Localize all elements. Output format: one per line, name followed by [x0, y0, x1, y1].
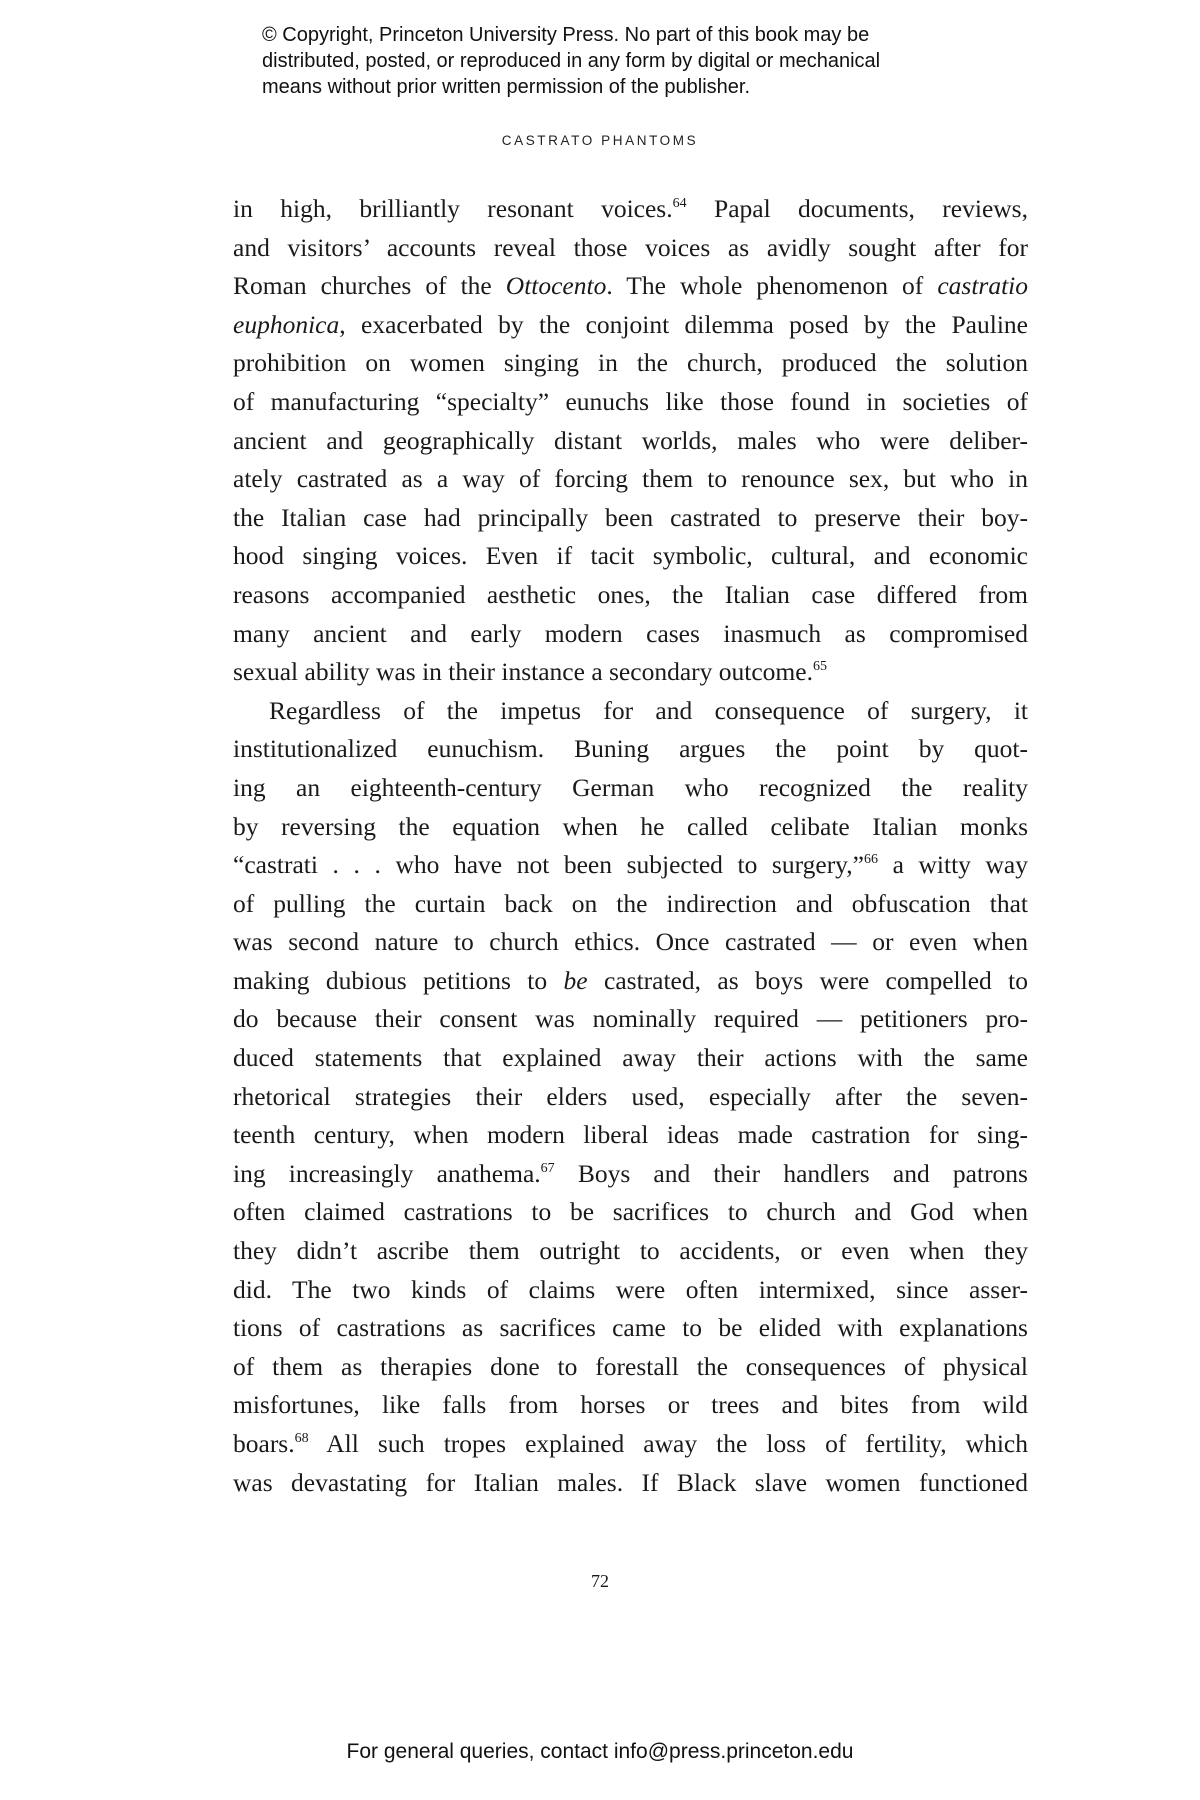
text-line: boars.$^{68}$ All such tropes explained away the loss of fertility, which [233, 1429, 1028, 1458]
text-line: of manufacturing “specialty” eunuchs like those found in societies of [233, 386, 1028, 416]
copyright-notice [262, 22, 1022, 100]
text-line: euphonica, exacerbated by the conjoint dilemma posed by the Pauline [233, 309, 1028, 339]
running-head: CASTRATO PHANTOMS [501, 133, 699, 148]
text-line: Regardless of the impetus for and consequence of surgery, it [269, 695, 1028, 725]
text-line: misfortunes, like falls from horses or trees and bites from wild [233, 1390, 1028, 1420]
text-line: ing increasingly anathema.$^{67}$ Boys and their handlers and patrons [233, 1158, 1028, 1188]
text-line: making dubious petitions to be castrated, as boys were compelled to [233, 965, 1029, 995]
footnote-ref[interactable]: 66 [863, 852, 878, 868]
text-line: prohibition on women singing in the church, produced the solution [233, 348, 1028, 378]
text-line: ing an eighteenth-century German who recognized the reality [233, 772, 1028, 802]
text-line: many ancient and early modern cases inasmuch as compromised [233, 618, 1028, 648]
text-line: ancient and geographically distant worlds, males who were deliber- [233, 425, 1028, 455]
text-line: tions of castrations as sacrifices came to be elided with explanations [233, 1313, 1028, 1343]
page-number: 72 [591, 1571, 609, 1591]
text-line: institutionalized eunuchism. Buning argues the point by quot- [233, 734, 1028, 764]
footnote-ref[interactable]: 68 [294, 1431, 309, 1446]
text-line: ately castrated as a way of forcing them to renounce sex, but who in [233, 464, 1028, 494]
text-line: the Italian case had principally been castrated to preserve their boy- [233, 502, 1028, 532]
text-line: teenth century, when modern liberal ideas made castration for sing- [233, 1120, 1028, 1150]
text-line: rhetorical strategies their elders used, especially after the seven- [233, 1081, 1028, 1111]
text-line: was second nature to church ethics. Once castrated — or even when [233, 927, 1028, 957]
text-line: and visitors’ accounts reveal those voices as avidly sought after for [233, 232, 1028, 262]
text-line: sexual ability was in their instance a secondary outcome.$^{65}$ [233, 657, 827, 687]
text-line: did. The two kinds of claims were often intermixed, since asser- [233, 1274, 1028, 1304]
text-line: of pulling the curtain back on the indirection and obfuscation that [233, 888, 1028, 918]
text-line: often claimed castrations to be sacrifices to church and God when [233, 1197, 1028, 1227]
text-line: by reversing the equation when he called celibate Italian monks [233, 811, 1028, 841]
footnote-ref[interactable]: 65 [812, 659, 827, 675]
body-text [233, 190, 1028, 1502]
footer-contact-note: For general queries, contact info@press.princeton.edu [346, 1740, 854, 1763]
copyright-line: means without prior written permission of the publisher. [262, 76, 751, 98]
copyright-line: © Copyright, Princeton University Press. No part of this book may be [262, 24, 870, 46]
copyright-line: distributed, posted, or reproduced in any form by digital or mechanical [262, 50, 881, 72]
text-line: “castrati . . . who have not been subjected to surgery,”$^{66}$ a witty way [233, 850, 1028, 880]
text-line: Roman churches of the Ottocento. The whole phenomenon of castratio [233, 271, 1028, 301]
text-line: they didn’t ascribe them outright to accidents, or even when they [233, 1236, 1028, 1266]
text-line: of them as therapies done to forestall the consequences of physical [233, 1351, 1028, 1381]
text-line: was devastating for Italian males. If Black slave women functioned [233, 1467, 1028, 1497]
footnote-ref[interactable]: 67 [540, 1160, 555, 1176]
text-line: reasons accompanied aesthetic ones, the Italian case differed from [233, 579, 1028, 609]
text-line: in high, brilliantly resonant voices.$^{64}$ Papal documents, reviews, [233, 194, 1028, 223]
text-line: do because their consent was nominally required — petitioners pro- [233, 1004, 1028, 1034]
footnote-ref[interactable]: 64 [672, 196, 687, 211]
text-line: duced statements that explained away their actions with the same [233, 1043, 1028, 1073]
text-line: hood singing voices. Even if tacit symbolic, cultural, and economic [233, 541, 1028, 571]
